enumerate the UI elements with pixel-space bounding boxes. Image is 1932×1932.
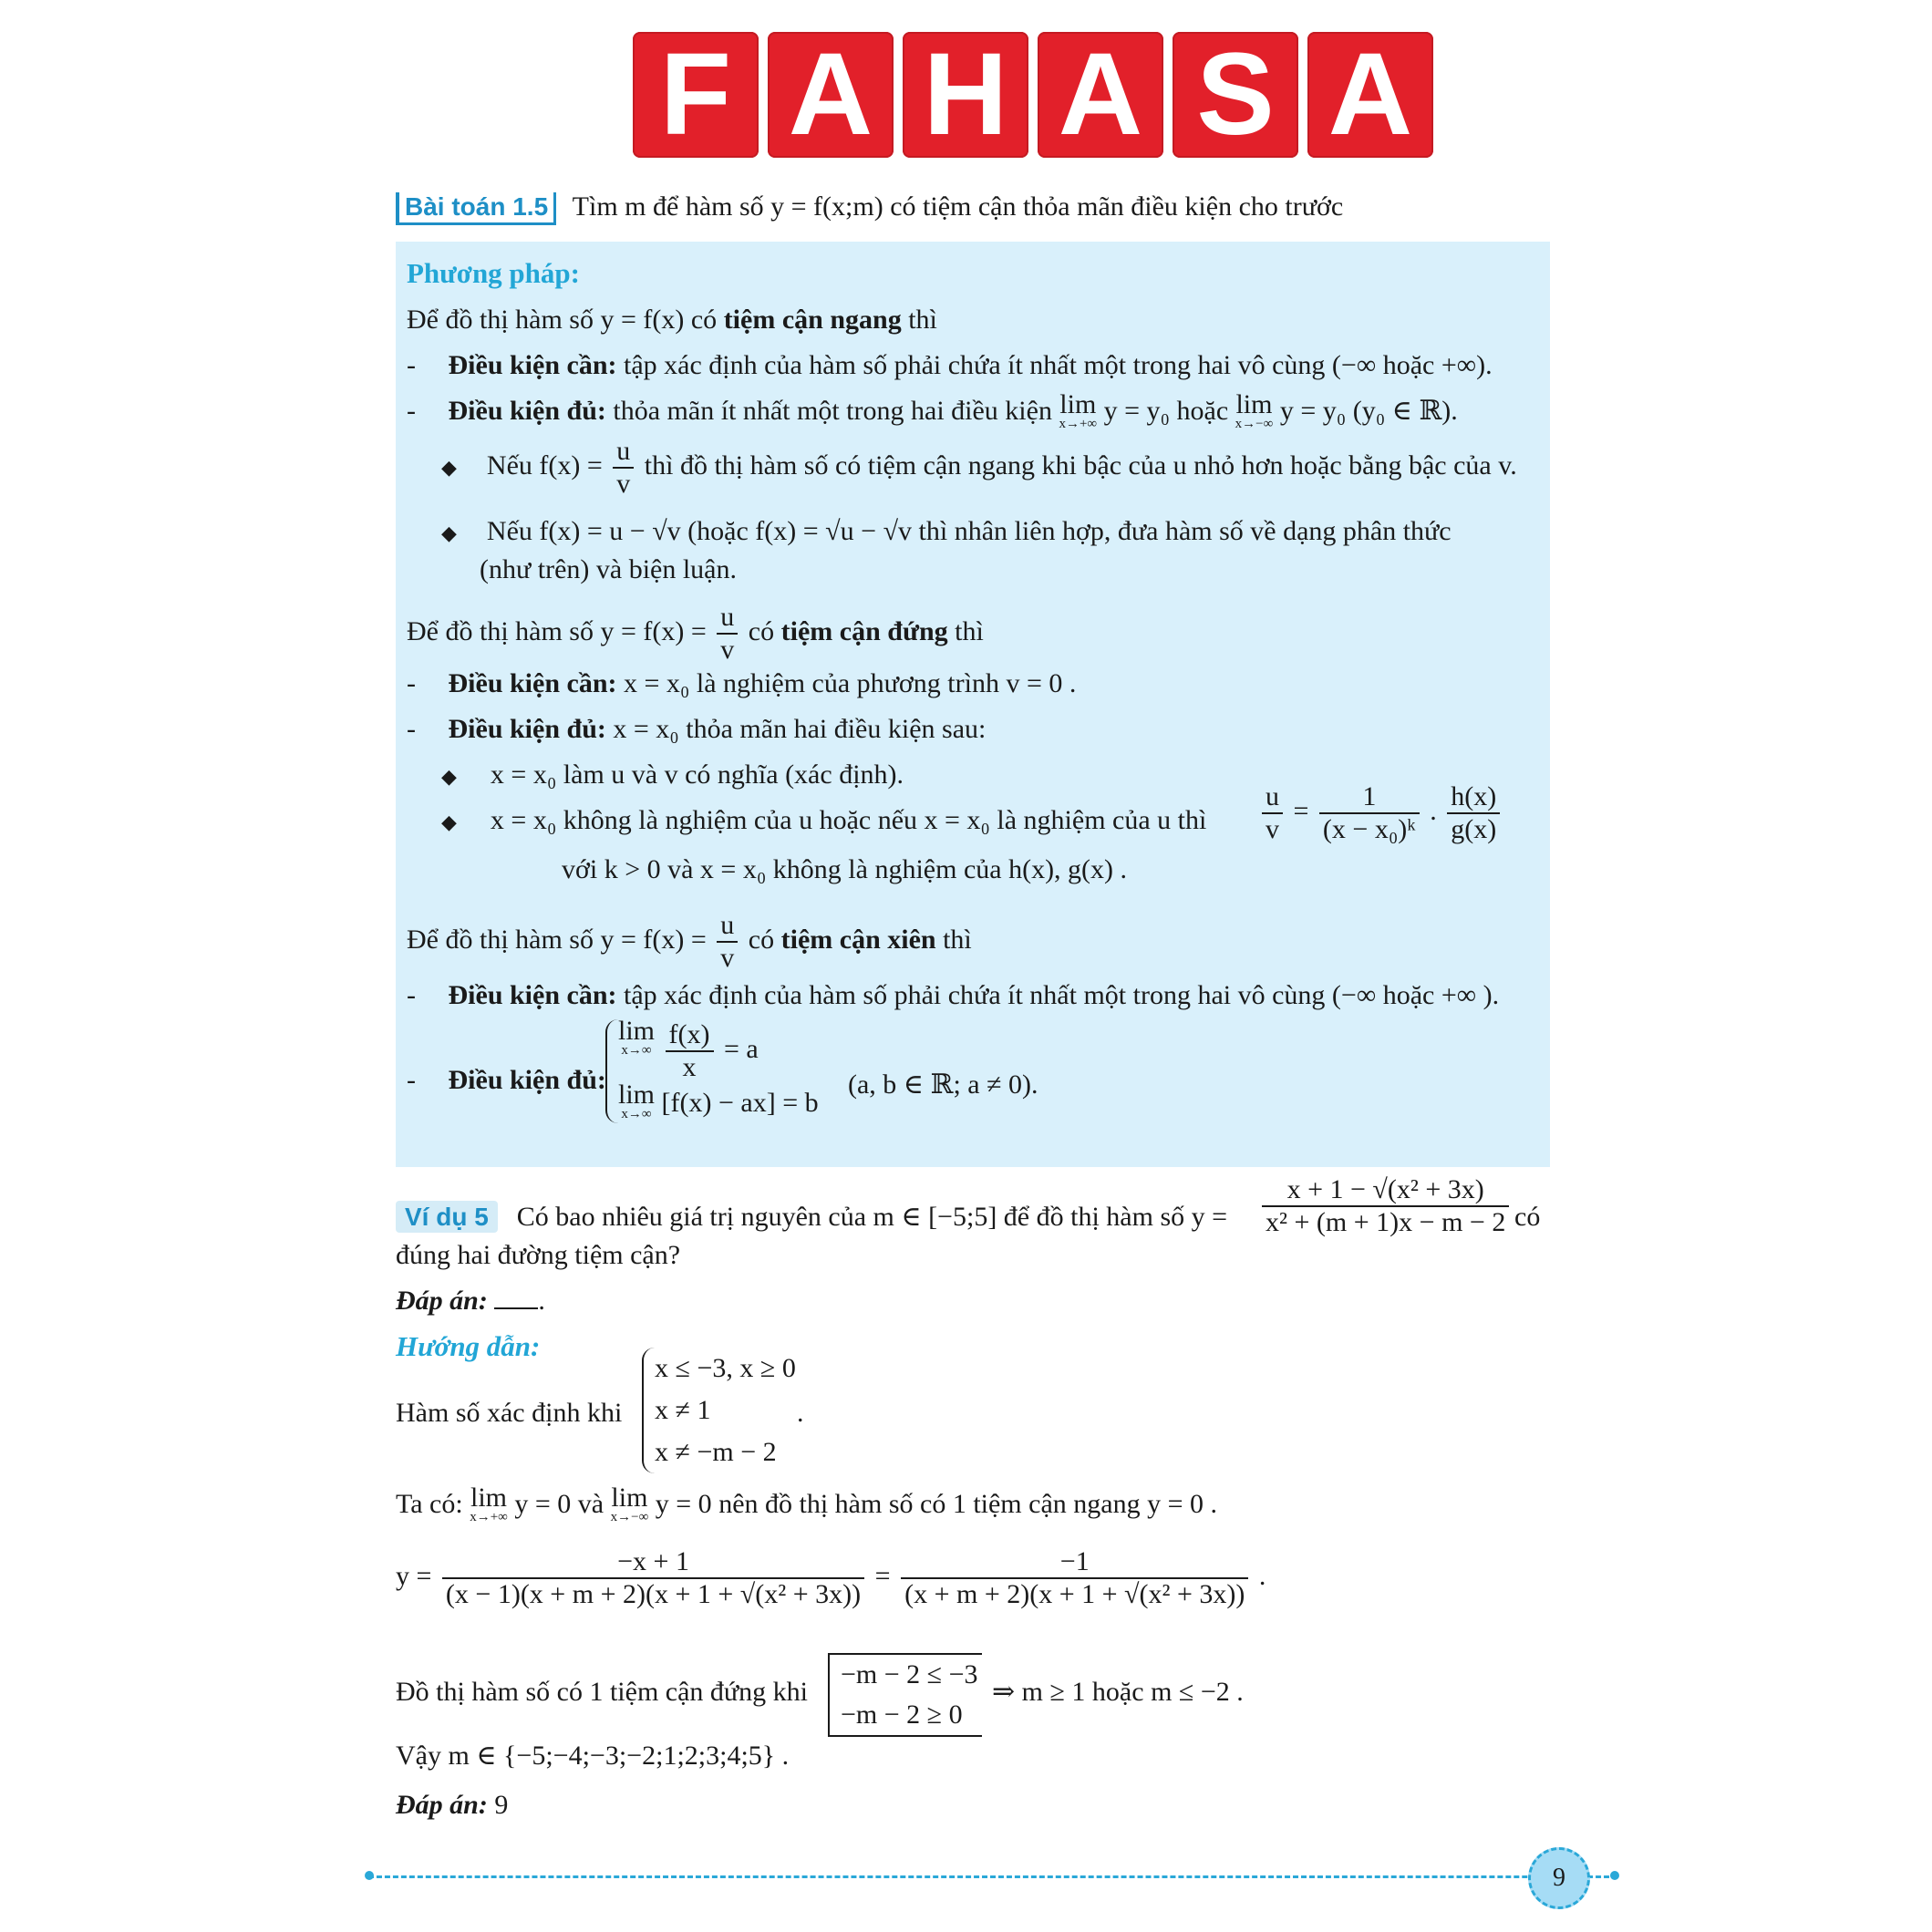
need-text: x = x₀ là nghiệm của phương trình v = 0 . [624,668,1077,698]
suff-label: Điều kiện đủ: [448,1065,606,1095]
need-text: tập xác định của hàm số phải chứa ít nhất một trong hai vô cùng (−∞ hoặc +∞). [624,350,1493,380]
oblique-intro [407,910,972,974]
vertical-need: - Điều kiện cần: x = x₀ là nghiệm của phương trình v = 0 . [407,668,1077,698]
oblique-mid: có [748,924,775,955]
example-line [396,1199,1227,1235]
domain-end: . [797,1398,804,1428]
footer-dashed-line [368,1875,1617,1878]
fraction: $\frac{1}{\text{(x − x₀)ᵏ}}$ [1319,781,1420,845]
need-label: Điều kiện cần: [448,350,617,380]
suff-text: x = x₀ thỏa mãn hai điều kiện sau: [613,714,987,744]
logo-letter: S [1173,32,1298,158]
answer-label: Đáp án: [396,1286,488,1316]
example-formula [1258,1174,1513,1238]
logo-letter: F [633,32,759,158]
domain-system [642,1348,796,1473]
taco-line [396,1483,1217,1524]
diamond-bullet-icon: ◆ [441,765,457,788]
solution-title: Hướng dẫn: [396,1330,541,1362]
vertical-case: −m − 2 ≥ 0 [841,1700,963,1730]
limit-expression: lim x→−∞ [1235,389,1274,431]
vertical-intro-text: Để đồ thị hàm số y = f(x) = [407,615,707,646]
bullet-text: x = x₀ không là nghiệm của u hoặc nếu x = x₀ là nghiệm của u thì [490,805,1207,835]
answer-blank [494,1287,538,1309]
example-badge: Ví dụ 5 [396,1201,498,1233]
oblique-condition: (a, b ∈ ℝ; a ≠ 0). [848,1069,1038,1100]
horizontal-need: - Điều kiện cần: tập xác định của hàm số phải chứa ít nhất một trong hai vô cùng (−∞ hoặc +∞). [407,350,1493,380]
horizontal-intro-text: Để đồ thị hàm số y = f(x) có [407,305,718,335]
suff-text: thỏa mãn ít nhất một trong hai điều kiện [613,396,1052,426]
need-label: Điều kiện cần: [448,980,617,1010]
example-text-end: có [1514,1202,1541,1232]
domain-text: Hàm số xác định khi [396,1398,623,1428]
diamond-bullet-icon: ◆ [441,522,457,544]
domain-case: x ≤ −3, x ≥ 0 [655,1353,796,1383]
horizontal-bullet-2 [441,513,1452,552]
fraction: $\frac{-x + 1}{\text{(x − 1)(x + m + 2)(x + 1 + √(x² + 3x))}}$ [442,1546,864,1610]
vertical-condition-cases [828,1653,982,1737]
problem-badge: Bài toán 1.5 [396,192,556,225]
y-eq: y = [396,1560,432,1591]
bullet-text: thì đồ thị hàm số có tiệm cận ngang khi bậc của u nhỏ hơn hoặc bằng bậc của v. [644,449,1517,480]
vertical-bold: tiệm cận đứng [780,615,948,646]
domain-case: x ≠ 1 [655,1395,711,1425]
fraction: $\frac{h(x)}{g(x)}$ [1447,781,1500,845]
vertical-end: thì [955,615,984,646]
vertical-suff: - Điều kiện đủ: x = x₀ thỏa mãn hai điều kiện sau: [407,714,987,744]
vertical-mid: có [748,615,775,646]
page-number: 9 [1528,1847,1590,1909]
need-label: Điều kiện cần: [448,668,617,698]
or-text: hoặc [1176,396,1229,426]
bullet-text: Nếu f(x) = u − √v (hoặc f(x) = √u − √v thì nhân liên hợp, đưa hàm số về dạng phân thức [486,516,1452,546]
oblique-need: - Điều kiện cần: tập xác định của hàm số phải chứa ít nhất một trong hai vô cùng (−∞ hoặc +∞ ). [407,980,1500,1010]
fraction: $\frac{f(x)}{x}$ [666,1019,714,1083]
oblique-suff: - Điều kiện đủ: [407,1065,606,1095]
vertical-bullet-2 [441,802,1206,841]
oblique-system [605,1016,819,1123]
limit-expression: lim x→+∞ [1059,389,1098,431]
limit-value: y = y₀ [1103,396,1171,426]
limit-expression: lim x→∞ [618,1016,656,1058]
taco-text: Ta có: [396,1489,463,1519]
horizontal-bullet-2-cont: (như trên) và biện luận. [480,554,737,584]
horizontal-intro [407,302,937,338]
fraction: $\frac{u}{v}$ [1262,781,1283,845]
vertical-result: ⇒ m ≥ 1 hoặc m ≤ −2 . [992,1677,1244,1707]
fraction: $\frac{u}{v}$ [613,436,634,500]
example-text-cont: đúng hai đường tiệm cận? [396,1240,681,1270]
vertical-bullet-1 [441,757,904,795]
limit-expression: lim x→+∞ [470,1483,508,1524]
horizontal-bullet-1 [441,436,1517,500]
limit-value: y = 0 [655,1489,712,1519]
bullet-text: x = x₀ làm u và v có nghĩa (xác định). [490,759,904,790]
system-brace [642,1348,796,1473]
set-result: Vậy m ∈ {−5;−4;−3;−2;1;2;3;4;5} . [396,1741,790,1771]
or-bracket [828,1653,982,1737]
oblique-intro-text: Để đồ thị hàm số y = f(x) = [407,924,707,955]
fraction: $\frac{u}{v}$ [717,602,738,666]
logo-letter: A [1307,32,1433,158]
fraction: $\frac{-1}{\text{(x + m + 2)(x + 1 + √(x² + 3x))}}$ [901,1546,1248,1610]
and-text: và [577,1489,604,1519]
method-title: Phương pháp: [407,257,580,289]
vertical-case: −m − 2 ≤ −3 [841,1659,978,1689]
bullet-text: Nếu f(x) = [486,449,603,480]
set-text: (y₀ ∈ ℝ). [1352,396,1458,426]
footer-dot [1610,1871,1619,1880]
need-text: tập xác định của hàm số phải chứa ít nhất một trong hai vô cùng (−∞ hoặc +∞ ). [624,980,1500,1010]
page-content [396,0,1550,1932]
limit-value: y = y₀ [1279,396,1347,426]
horizontal-bold: tiệm cận ngang [723,305,902,335]
logo-letter: A [1038,32,1163,158]
oblique-end: thì [943,924,972,955]
diamond-bullet-icon: ◆ [441,455,457,479]
fraction: $\frac{u}{v}$ [717,910,738,974]
vertical-intro [407,602,984,666]
limit-expression: lim x→−∞ [610,1483,649,1524]
logo-letter: A [768,32,894,158]
suff-label: Điều kiện đủ: [448,396,606,426]
suff-label: Điều kiện đủ: [448,714,606,744]
footer-dot [365,1871,374,1880]
domain-case: x ≠ −m − 2 [655,1437,777,1467]
y-formula: y = $\frac{-x + 1}{\text{(x − 1)(x + m + 2)(x + 1 + √(x² + 3x))}}$ = $\frac{-1}{\text{(x + m + 2)(x + 1 + √(x² + 3x))}}$ . [396,1546,1266,1609]
fraction: $\frac{\text{x + 1 − √(x² + 3x)}}{\text{x² + (m + 1)x − m − 2}}$ [1262,1174,1509,1238]
horizontal-end: thì [908,305,937,335]
diamond-bullet-icon: ◆ [441,811,457,833]
answer-value: 9 [494,1790,509,1820]
vertical-condition-text: Đồ thị hàm số có 1 tiệm cận đứng khi [396,1677,809,1707]
vertical-bullet-2-cont: với k > 0 và x = x₀ không là nghiệm của h(x), g(x) . [562,854,1128,884]
limit-expression: lim x→∞ [618,1080,656,1121]
system-brace: lim x→∞ $\frac{f(x)}{x}$ = a lim x→∞ [f(x) − ax] = b [605,1019,819,1123]
problem-text: Tìm m để hàm số y = f(x;m) có tiệm cận thỏa mãn điều kiện cho trước [572,191,1344,222]
final-answer [396,1787,508,1824]
logo-letter: H [903,32,1028,158]
limit-value: y = 0 [514,1489,572,1519]
oblique-bold: tiệm cận xiên [780,924,936,955]
example-answer: Đáp án: . [396,1286,545,1316]
example-text: Có bao nhiêu giá trị nguyên của m ∈ [−5;5] để đồ thị hàm số y = [516,1202,1228,1232]
answer-label: Đáp án: [396,1790,488,1820]
taco-text-end: nên đồ thị hàm số có 1 tiệm cận ngang y = 0 . [718,1489,1217,1519]
horizontal-suff: - Điều kiện đủ: thỏa mãn ít nhất một trong hai điều kiện lim x→+∞ y = y₀ hoặc lim x→−∞ y = y₀ (y₀ ∈ ℝ). [407,389,1458,431]
vertical-bullet-2-formula: $\frac{u}{v}$ = $\frac{1}{\text{(x − x₀)ᵏ}}$ . $\frac{h(x)}{g(x)}$ [1258,781,1503,845]
